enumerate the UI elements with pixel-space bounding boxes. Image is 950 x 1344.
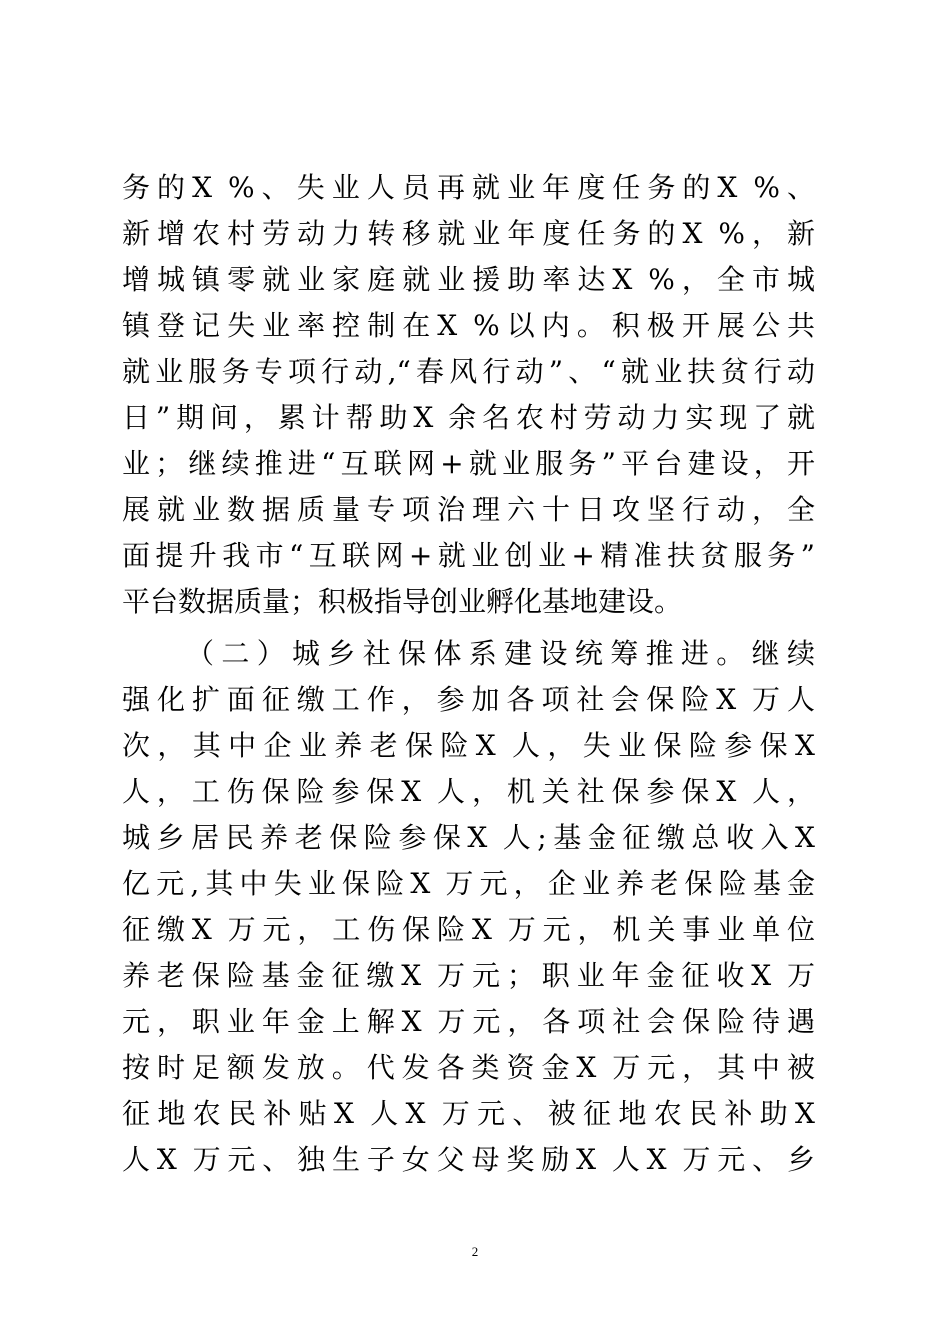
body-text-line: 日”期间，累计帮助X 余名农村劳动力实现了就 — [122, 401, 815, 434]
body-text-line: 增城镇零就业家庭就业援助率达X %，全市城 — [122, 263, 815, 296]
body-text-line: 人X 万元、独生子女父母奖励X 人X 万元、乡 — [122, 1143, 815, 1176]
body-text-line: 征缴X 万元，工伤保险X 万元，机关事业单位 — [122, 913, 815, 946]
body-text-line: 元，职业年金上解X 万元，各项社会保险待遇 — [122, 1005, 815, 1038]
body-text-line: 征地农民补贴X 人X 万元、被征地农民补助X — [122, 1097, 815, 1130]
body-text-line: 按时足额发放。代发各类资金X 万元，其中被 — [122, 1051, 815, 1084]
body-text-line: 人，工伤保险参保X 人，机关社保参保X 人， — [122, 775, 815, 808]
body-text-line: 次，其中企业养老保险X 人，失业保险参保X — [122, 729, 815, 762]
body-text-line: 镇登记失业率控制在X %以内。积极开展公共 — [122, 309, 815, 342]
body-text-line: 城乡居民养老保险参保X 人;基金征缴总收入X — [122, 821, 815, 854]
body-text-line: 务的X %、失业人员再就业年度任务的X %、 — [122, 171, 815, 204]
body-text-line: 面提升我市“互联网+就业创业+精准扶贫服务” — [122, 539, 815, 572]
body-text-line: 展就业数据质量专项治理六十日攻坚行动，全 — [122, 493, 815, 526]
body-text-line: 新增农村劳动力转移就业年度任务的X %，新 — [122, 217, 815, 250]
body-text-line: 强化扩面征缴工作，参加各项社会保险X 万人 — [122, 683, 815, 716]
body-text-line: 养老保险基金征缴X 万元；职业年金征收X 万 — [122, 959, 815, 992]
page-number: 2 — [471, 1244, 479, 1259]
body-text-line: 亿元,其中失业保险X 万元，企业养老保险基金 — [122, 867, 815, 900]
paragraph-end-line: 平台数据质量；积极指导创业孵化基地建设。 — [122, 585, 683, 618]
body-text-line: 业；继续推进“互联网+就业服务”平台建设，开 — [122, 447, 815, 480]
body-text-line: 就业服务专项行动,“春风行动”、“就业扶贫行动 — [122, 355, 815, 388]
section-heading-line: （二）城乡社保体系建设统筹推进。继续 — [186, 637, 815, 670]
